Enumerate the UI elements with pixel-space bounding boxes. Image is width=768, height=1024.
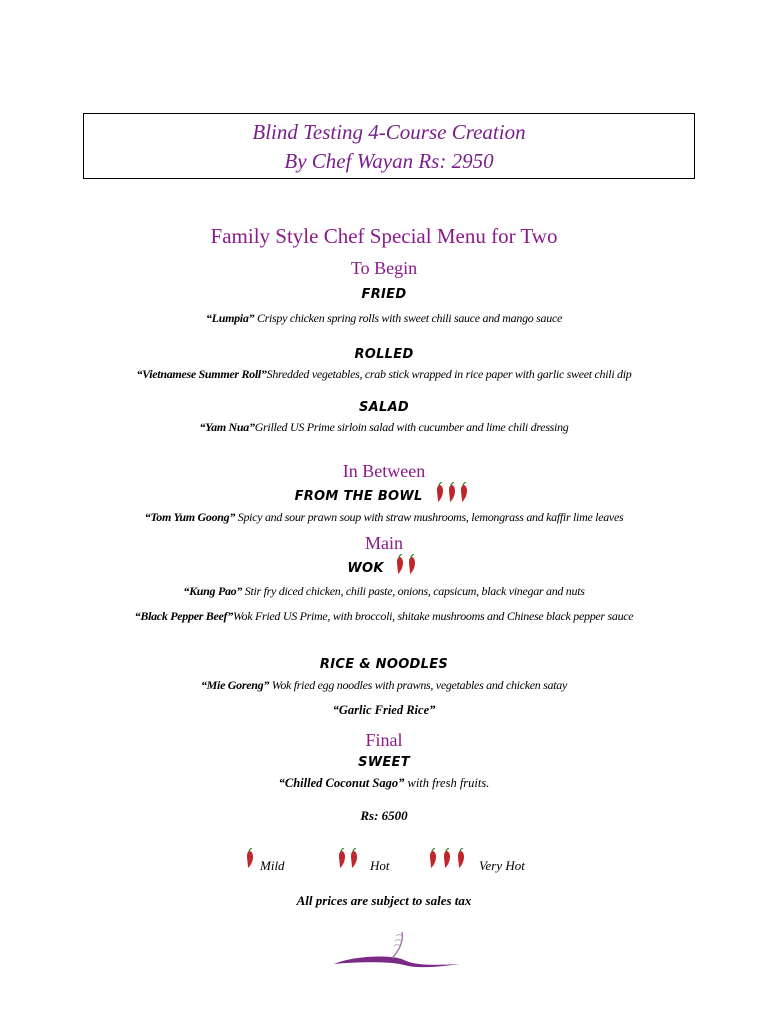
item-mie-goreng bbox=[0, 678, 768, 693]
item-black-pepper-beef-desc: Wok Fried US Prime, with broccoli, shitake mushrooms and Chinese black pepper sauce bbox=[232, 609, 634, 623]
category-sweet: SWEET bbox=[358, 755, 410, 770]
chili-very-hot-icon bbox=[435, 482, 473, 502]
category-from-the-bowl bbox=[0, 489, 768, 504]
chili-hot-icon bbox=[395, 554, 421, 574]
item-mie-goreng-desc: Wok fried egg noodles with prawns, vegetables and chicken satay bbox=[269, 678, 568, 692]
item-tom-yum-desc: Spicy and sour prawn soup with straw mushrooms, lemongrass and kaffir lime leaves bbox=[235, 510, 624, 524]
item-summer-roll-name: “Vietnamese Summer Roll” bbox=[136, 367, 267, 381]
item-coconut-sago bbox=[0, 776, 768, 791]
item-black-pepper-beef bbox=[0, 609, 768, 624]
item-coconut-sago-desc: with fresh fruits. bbox=[404, 776, 490, 790]
item-garlic-fried-rice bbox=[0, 703, 768, 718]
item-lumpia-name: “Lumpia” bbox=[205, 311, 255, 325]
title-line-1: Blind Testing 4-Course Creation bbox=[252, 120, 526, 144]
legend-hot: Hot bbox=[370, 858, 390, 873]
item-garlic-fried-rice-name: “Garlic Fried Rice” bbox=[332, 703, 436, 717]
section-final: Final bbox=[365, 730, 403, 750]
chili-hot-icon bbox=[336, 848, 364, 872]
chili-mild-icon bbox=[244, 848, 258, 872]
title-box bbox=[83, 113, 695, 179]
item-lumpia-desc: Crispy chicken spring rolls with sweet chili sauce and mango sauce bbox=[254, 311, 563, 325]
item-summer-roll bbox=[0, 367, 768, 382]
item-kung-pao-desc: Stir fry diced chicken, chili paste, onions, capsicum, black vinegar and nuts bbox=[242, 584, 585, 598]
restaurant-logo-icon bbox=[332, 924, 464, 970]
item-black-pepper-beef-name: “Black Pepper Beef” bbox=[134, 609, 233, 623]
item-kung-pao bbox=[0, 584, 768, 599]
category-wok-label: WOK bbox=[347, 561, 384, 576]
section-to-begin: To Begin bbox=[350, 258, 418, 278]
category-wok bbox=[0, 561, 768, 576]
category-rolled: ROLLED bbox=[354, 347, 414, 362]
legend-mild: Mild bbox=[260, 858, 285, 873]
item-yam-nua-desc: Grilled US Prime sirloin salad with cucumber and lime chili dressing bbox=[254, 420, 569, 434]
item-kung-pao-name: “Kung Pao” bbox=[183, 584, 243, 598]
item-coconut-sago-name: “Chilled Coconut Sago” bbox=[278, 776, 405, 790]
menu-title: Family Style Chef Special Menu for Two bbox=[210, 224, 558, 248]
category-from-the-bowl-label: FROM THE BOWL bbox=[294, 489, 423, 504]
item-tom-yum-name: “Tom Yum Goong” bbox=[144, 510, 236, 524]
category-fried: FRIED bbox=[361, 287, 407, 302]
section-in-between: In Between bbox=[342, 461, 426, 481]
item-mie-goreng-name: “Mie Goreng” bbox=[200, 678, 270, 692]
chili-very-hot-icon bbox=[427, 848, 471, 872]
title-line-2: By Chef Wayan Rs: 2950 bbox=[284, 149, 494, 173]
category-salad: SALAD bbox=[358, 400, 410, 415]
legend-very-hot: Very Hot bbox=[479, 858, 525, 873]
item-yam-nua bbox=[0, 420, 768, 435]
total-price: Rs: 6500 bbox=[360, 808, 408, 823]
section-main: Main bbox=[365, 533, 403, 553]
item-lumpia bbox=[0, 311, 768, 326]
sales-tax-note: All prices are subject to sales tax bbox=[296, 893, 472, 908]
item-tom-yum bbox=[0, 510, 768, 525]
item-yam-nua-name: “Yam Nua” bbox=[199, 420, 255, 434]
item-summer-roll-desc: Shredded vegetables, crab stick wrapped in rice paper with garlic sweet chili dip bbox=[266, 367, 632, 381]
category-rice-noodles: RICE & NOODLES bbox=[319, 657, 449, 672]
